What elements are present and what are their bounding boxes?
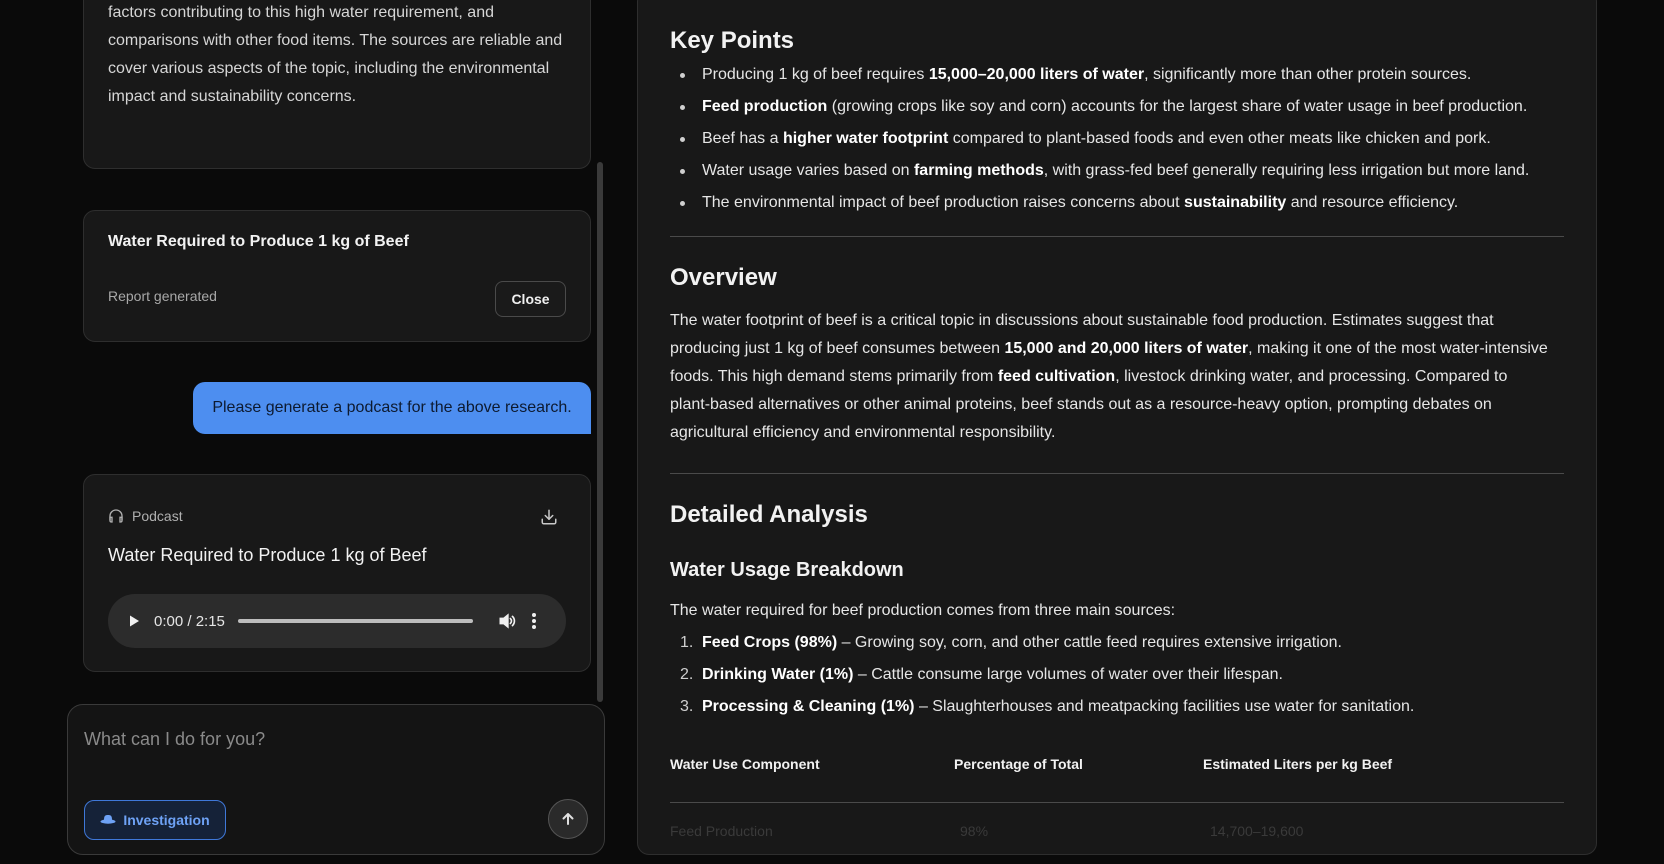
breakdown-intro: The water required for beef production comes from three main sources: (670, 602, 1176, 619)
section-divider (670, 473, 1564, 474)
arrow-up-icon (561, 812, 575, 826)
assistant-message-text: factors contributing to this high water requirement, and comparisons with other food items. The sources are reliable and cover various aspects of the topic, including the environmental impact and sustainability concerns. (108, 4, 563, 105)
detective-hat-icon (100, 814, 116, 826)
list-item: Water usage varies based on farming methods, with grass-fed beef generally requiring less irrigation but more land. (670, 159, 1529, 191)
table-cell: 98% (960, 823, 989, 839)
table-cell: Feed Production (670, 823, 773, 839)
play-icon[interactable] (126, 613, 142, 629)
table-header-cell: Water Use Component (670, 756, 820, 772)
audio-seek-bar[interactable] (238, 619, 473, 623)
audio-player[interactable] (108, 594, 566, 648)
table-header-row (670, 756, 1564, 776)
detailed-analysis-heading: Detailed Analysis (670, 501, 868, 528)
water-usage-subheading: Water Usage Breakdown (670, 559, 904, 581)
table-header-cell: Percentage of Total (954, 756, 1083, 772)
list-item: Feed production (growing crops like soy and corn) accounts for the largest share of water usage in beef production. (670, 95, 1529, 127)
audio-time: 0:00 / 2:15 (154, 612, 225, 630)
key-points-list (670, 63, 1529, 223)
list-item: 2. Drinking Water (1%) – Cattle consume large volumes of water over their lifespan. (680, 666, 1283, 683)
investigation-label: Investigation (123, 812, 210, 828)
chat-panel (0, 0, 610, 864)
list-item: Beef has a higher water footprint compared to plant-based foods and even other meats like chicken and pork. (670, 127, 1529, 159)
report-card-title: Water Required to Produce 1 kg of Beef (108, 233, 409, 250)
table-header-cell: Estimated Liters per kg Beef (1203, 756, 1393, 772)
download-icon[interactable] (540, 508, 558, 526)
podcast-card (83, 474, 591, 672)
table-cell: 14,700–19,600 (1210, 823, 1304, 839)
more-options-icon[interactable] (531, 612, 537, 630)
send-button[interactable] (548, 799, 588, 839)
section-divider (670, 236, 1564, 237)
volume-icon[interactable] (497, 611, 517, 631)
chat-input[interactable] (84, 719, 584, 759)
close-button[interactable]: Close (495, 281, 566, 317)
table-divider (670, 802, 1564, 803)
list-item: Producing 1 kg of beef requires 15,000–20,000 liters of water, significantly more than other protein sources. (670, 63, 1529, 95)
report-card (83, 210, 591, 342)
headphones-icon (108, 508, 124, 524)
list-item: 3. Processing & Cleaning (1%) – Slaughterhouses and meatpacking facilities use water for sanitation. (680, 698, 1415, 715)
assistant-message-card (83, 0, 591, 169)
overview-paragraph: The water footprint of beef is a critical topic in discussions about sustainable food production. Estimates suggest that producing just 1 kg of beef consumes between 15,000 and 20,000 liters of water, making it one of the most water-intensive foods. This high demand stems primarily from feed cultivation, livestock drinking water, and processing. Compared to plant-based alternatives or other animal proteins, beef stands out as a resource-heavy option, prompting debates on agricultural efficiency and environmental responsibility. (670, 312, 1548, 441)
podcast-header (108, 508, 183, 524)
overview-heading: Overview (670, 264, 777, 291)
podcast-label: Podcast (132, 508, 183, 524)
chat-scrollbar[interactable] (597, 162, 603, 702)
list-item: 1. Feed Crops (98%) – Growing soy, corn, and other cattle feed requires extensive irrigation. (680, 634, 1342, 651)
report-panel (637, 0, 1597, 855)
user-message-bubble: Please generate a podcast for the above research. (193, 382, 591, 434)
chat-input-box (67, 704, 605, 855)
list-item: The environmental impact of beef production raises concerns about sustainability and resource efficiency. (670, 191, 1529, 223)
podcast-title: Water Required to Produce 1 kg of Beef (108, 545, 427, 565)
breakdown-list (670, 631, 1414, 727)
key-points-heading: Key Points (670, 27, 795, 54)
report-status: Report generated (108, 288, 217, 304)
investigation-mode-button[interactable] (84, 800, 226, 840)
